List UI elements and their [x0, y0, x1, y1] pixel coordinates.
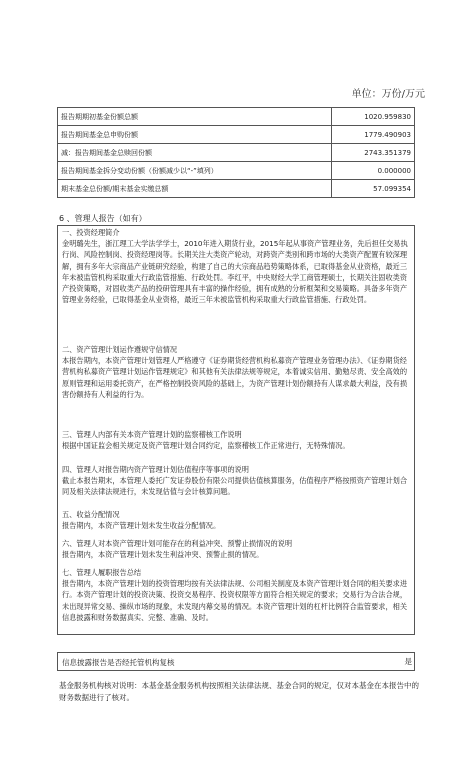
row-value: 57.099354 — [332, 180, 415, 198]
row-label: 报告期间基金拆分变动份额（份额减少以“-”填列） — [58, 162, 332, 180]
disclosure-row — [57, 652, 415, 671]
manager-report-box — [57, 225, 415, 635]
report-section-6 — [62, 538, 410, 560]
report-section-2 — [62, 344, 410, 400]
row-label: 报告期间基金总申购份额 — [58, 126, 332, 144]
section-heading: 四、管理人对报告期内资产管理计划估值程序等事项的说明 — [62, 465, 249, 474]
row-label: 报告期期初基金份额总额 — [58, 108, 332, 126]
section-heading: 六、管理人对本资产管理计划可能存在的利益冲突、预警止损情况的说明 — [62, 539, 293, 548]
report-section-1 — [62, 227, 410, 305]
table-row — [58, 162, 415, 180]
section-heading: 三、管理人内部有关本资产管理计划的监察稽核工作说明 — [62, 430, 242, 439]
row-value: 1020.959830 — [332, 108, 415, 126]
section-heading: 五、收益分配情况 — [62, 510, 120, 519]
section-body: 报告期内，本资产管理计划未发生收益分配情况。 — [62, 521, 221, 531]
section-body: 报告期内，本资产管理计划的投资管理均按有关法律法规、公司相关制度及本资产管理计划合同的相关要求进行。本资产管理计划的投资决策、投资交易程序、投资权限等方面符合相关规定的要求；交易行为合法合规，未出现异常交易、操纵市场的现象，未发现内幕交易的情况。本资产管理计划的杠杆比例符合监管要求，相关信息披露和财务数据真实、完整、准确、及时。 — [62, 579, 408, 622]
report-section-7 — [62, 567, 410, 623]
report-section-4 — [62, 464, 410, 498]
section-body: 根据中国证监会相关规定及资产管理计划合同约定，监察稽核工作正常进行，无特殊情况。 — [62, 441, 350, 451]
table-row — [58, 108, 415, 126]
section-body: 金明璐先生，浙江理工大学法学学士，2010年进入期货行业，2015年起从事资产管理业务，先后担任交易执行岗、风险控制岗、投资经理岗等。长期关注大类资产轮动，对跨资产类别和跨市场的大类资产配置有较深理解，拥有多年大宗商品产业链研究经验，构建了自己的大宗商品趋势策略体系，已取得基金从业资格，最近三年未被监管机构采取重大行政监管措施、行政处罚。李红平，中央财经大学工商管理硕士，长期关注固收类资产投资策略，对固收类产品的投研管理具有丰富的操作经验，拥有成熟的分析框架和交易策略。具备多年资产管理业务经验，已取得基金从业资格，最近三年未被监管机构采取重大行政监管措施、行政处罚。 — [62, 239, 408, 305]
share-change-table — [57, 107, 415, 198]
report-section-5 — [62, 509, 410, 531]
table-row — [58, 180, 415, 198]
section-heading: 一、投资经理简介 — [62, 228, 120, 237]
section-heading: 七、管理人履职报告总结 — [62, 568, 142, 577]
row-label: 减：报告期间基金总赎回份额 — [58, 144, 332, 162]
unit-label: 单位：万份/万元 — [351, 89, 425, 100]
disclosure-answer: 是 — [404, 657, 412, 666]
footnote: 基金服务机构核对说明：本基金基金服务机构按照相关法律法规、基金合同的规定，仅对本基金在本报告中的财务数据进行了核对。 — [59, 681, 419, 702]
section-title: 6 、管理人报告（如有） — [59, 214, 147, 223]
section-body: 报告期内，本资产管理计划未发生利益冲突、预警止损的情况。 — [62, 550, 264, 560]
table-row — [58, 126, 415, 144]
section-body: 本报告期内，本资产管理计划管理人严格遵守《证券期货经营机构私募资产管理业务管理办法》、《证券期货经营机构私募资产管理计划运作管理规定》和其他有关法律法规等规定，本着诚实信用、勤勉尽责、安全高效的原则管理和运用委托资产，在严格控制投资风险的基础上，为资产管理计划份额持有人谋求最大利益，没有损害份额持有人利益的行为。 — [62, 356, 408, 399]
report-section-3 — [62, 429, 410, 451]
section-body: 截止本报告期末，本管理人委托广发证券股份有限公司提供估值核算服务，估值程序严格按照资产管理计划合同及相关法律法规进行，未发现估值与会计核算问题。 — [62, 476, 408, 497]
row-value: 2743.351379 — [332, 144, 415, 162]
row-value: 0.000000 — [332, 162, 415, 180]
disclosure-question: 信息披露报告是否经托管机构复核 — [62, 658, 175, 667]
row-value: 1779.490903 — [332, 126, 415, 144]
section-heading: 二、资产管理计划运作遵规守信情况 — [62, 345, 178, 354]
row-label: 期末基金总份额/期末基金实缴总额 — [58, 180, 332, 198]
table-row — [58, 144, 415, 162]
